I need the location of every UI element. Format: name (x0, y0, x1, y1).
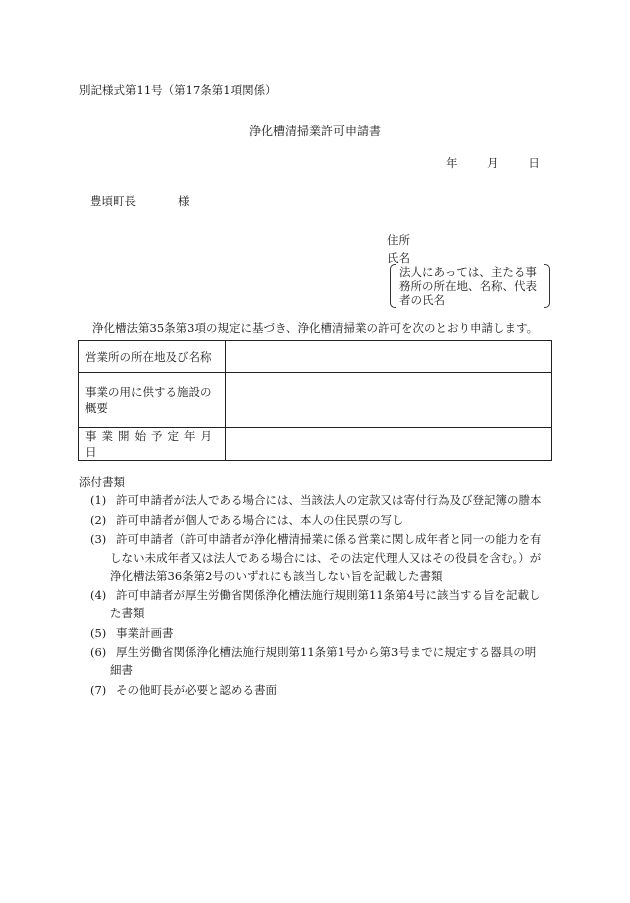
left-bracket (390, 264, 396, 308)
form-number: 別記様式第11号（第17条第1項関係） (79, 83, 277, 97)
list-item-continuation: しない未成年者又は法人である場合には、その法定代理人又はその役員を含む。）が (110, 551, 542, 565)
start-date-label: 事業開始予定年月日 (79, 428, 226, 461)
table-row (79, 428, 552, 461)
facility-overview-field[interactable] (226, 373, 552, 428)
document-title: 浄化槽清掃業許可申請書 (248, 124, 381, 138)
start-date-field[interactable] (226, 428, 552, 461)
addressee-honorific: 様 (178, 194, 190, 208)
list-item-continuation: 浄化槽法第36条第2号のいずれにも該当しない旨を記載した書類 (110, 569, 443, 583)
addressee-name: 豊頃町長 (90, 194, 136, 208)
name-label: 氏名 (387, 251, 410, 265)
date-day-label: 日 (528, 156, 540, 170)
application-table (78, 340, 552, 461)
list-item: (4) 許可申請者が厚生労働省関係浄化槽法施行規則第11条第4号に該当する旨を記載し (90, 588, 541, 602)
corporate-note-bracket (390, 264, 550, 308)
corporate-note: 法人にあっては、主たる事務所の所在地、名称、代表者の氏名 (399, 265, 537, 307)
facility-overview-label: 事業の用に供する施設の概要 (79, 373, 226, 428)
list-item-continuation: た書類 (110, 606, 145, 620)
table-row (79, 373, 552, 428)
list-item: (2) 許可申請者が個人である場合には、本人の住民票の写し (90, 513, 404, 527)
list-item: (3) 許可申請者（許可申請者が浄化槽清掃業に係る営業に関し成年者と同一の能力を有 (90, 532, 542, 546)
date-line (446, 155, 540, 171)
intro-text: 浄化槽法第35条第3項の規定に基づき、浄化槽清掃業の許可を次のとおり申請します。 (92, 321, 539, 335)
list-item: (7) その他町長が必要と認める書面 (90, 683, 277, 697)
attachments-heading: 添付書類 (79, 475, 125, 489)
addressee (90, 193, 190, 209)
right-bracket (544, 264, 550, 308)
location-name-field[interactable] (226, 341, 552, 373)
list-item: (5) 事業計画書 (90, 626, 174, 640)
date-year-label: 年 (446, 156, 458, 170)
date-month-label: 月 (487, 156, 499, 170)
address-label: 住所 (387, 233, 410, 247)
table-row (79, 341, 552, 373)
list-item: (6) 厚生労働省関係浄化槽法施行規則第11条第1号から第3号までに規定する器具の明 (90, 645, 537, 659)
location-name-label: 営業所の所在地及び名称 (79, 341, 226, 373)
list-item-continuation: 細書 (110, 663, 133, 677)
list-item: (1) 許可申請者が法人である場合には、当該法人の定款又は寄付行為及び登記簿の謄本 (90, 493, 542, 507)
